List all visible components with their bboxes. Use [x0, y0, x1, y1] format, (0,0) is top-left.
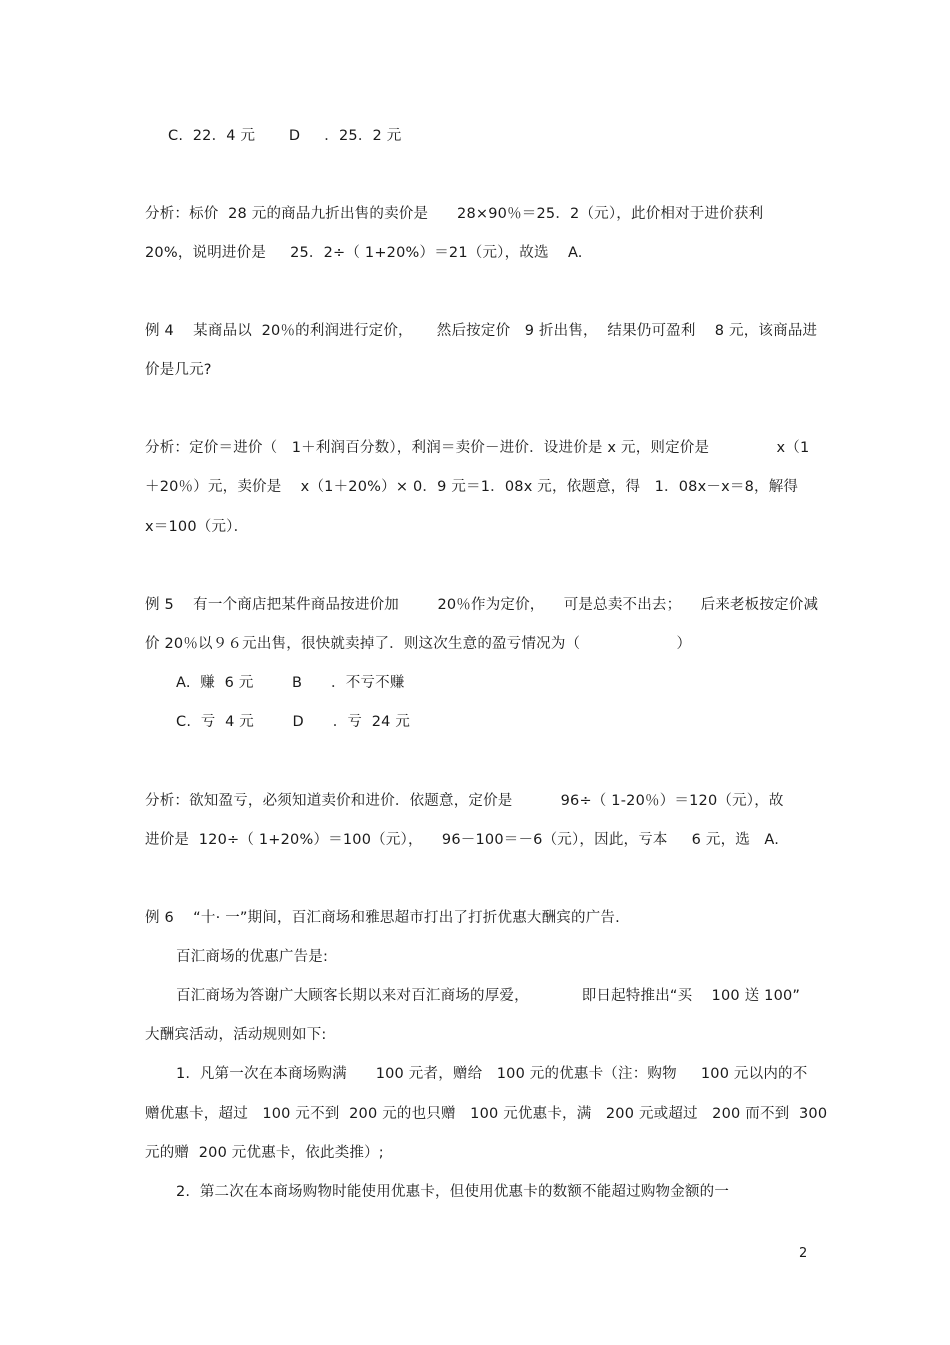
rule-1-line: 赠优惠卡，超过 100 元不到 200 元的也只赠 100 元优惠卡，满 200 元或超过 200 而不到 300: [145, 1106, 828, 1122]
example-4-line: 例 4 某商品以 20％的利润进行定价， 然后按定价 9 折出售， 结果仍可盈利 8 元，该商品进: [145, 323, 818, 339]
page-number: 2: [799, 1246, 808, 1261]
rule-1-line: 元的赠 200 元优惠卡，依此类推）;: [145, 1145, 384, 1161]
example-5-line: 例 5 有一个商店把某件商品按进价加 20％作为定价， 可是总卖不出去； 后来老板按定价减: [145, 597, 819, 613]
analysis-line: 进价是 120÷（ 1+20%）＝100（元）， 96－100＝－6（元），因此，亏本 6 元，选 A.: [145, 832, 780, 848]
analysis-line: ＋20％）元，卖价是 x（1＋20%）× 0．9 元＝1．08x 元，依题意，得 1．08x－x＝8，解得: [145, 479, 799, 495]
example-5-line: 价 20％以９６元出售，很快就卖掉了．则这次生意的盈亏情况为（ ）: [145, 636, 692, 652]
analysis-line: 20%，说明进价是 25．2÷（ 1+20%）＝21（元），故选 A.: [145, 245, 583, 261]
option-line-c-d: C. 22．4 元 D ．25．2 元: [168, 128, 402, 144]
option-line-c-d: C. 亏 4 元 D ．亏 24 元: [176, 714, 411, 730]
paragraph-line: 百汇商场的优惠广告是:: [176, 949, 329, 965]
example-4-line: 价是几元?: [145, 362, 212, 378]
analysis-line: 分析：欲知盈亏，必须知道卖价和进价．依题意，定价是 96÷（ 1-20％）＝120（元），故: [145, 793, 784, 809]
paragraph-line: 百汇商场为答谢广大顾客长期以来对百汇商场的厚爱， 即日起特推出“买 100 送 100”: [176, 988, 801, 1004]
analysis-line: 分析：定价＝进价（ 1＋利润百分数），利润＝卖价－进价．设进价是 x 元，则定价是 x（1: [145, 440, 810, 456]
option-line-a-b: A. 赚 6 元 B ．不亏不赚: [176, 675, 405, 691]
paragraph-line: 大酬宾活动，活动规则如下:: [145, 1027, 327, 1043]
analysis-line: x＝100（元）．: [145, 519, 249, 535]
analysis-line: 分析：标价 28 元的商品九折出售的卖价是 28×90％＝25．2（元），此价相对于进价获利: [145, 206, 764, 222]
example-6-line: 例 6 “十· 一”期间，百汇商场和雅思超市打出了打折优惠大酬宾的广告.: [145, 910, 620, 926]
rule-2-line: 2. 第二次在本商场购物时能使用优惠卡，但使用优惠卡的数额不能超过购物金额的一: [176, 1184, 730, 1200]
rule-1-line: 1. 凡第一次在本商场购满 100 元者，赠给 100 元的优惠卡（注：购物 100 元以内的不: [176, 1066, 808, 1082]
